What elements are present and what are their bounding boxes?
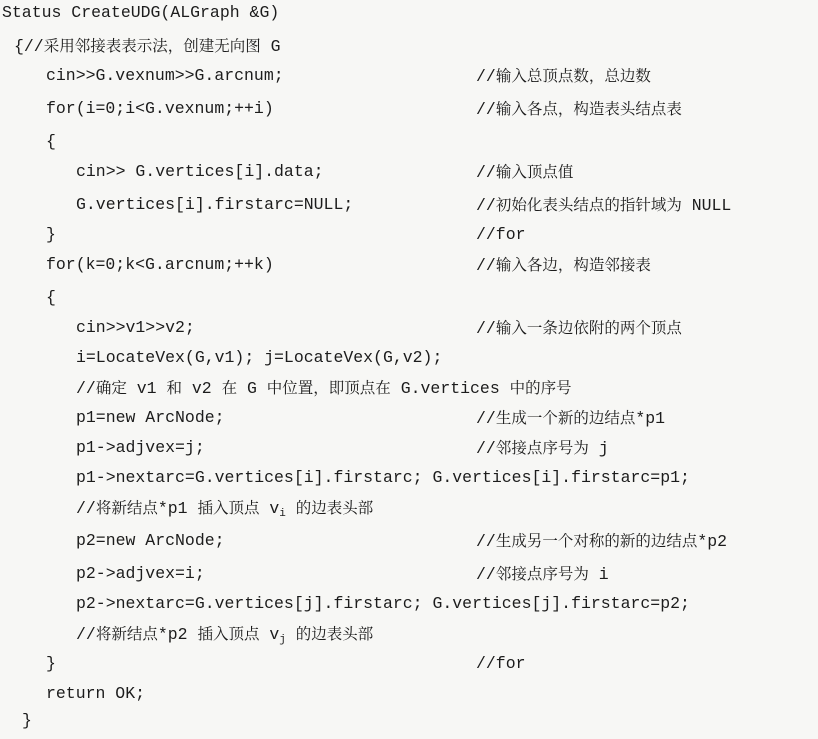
- code-comment: //初始化表头结点的指针域为 NULL: [476, 196, 732, 215]
- code-text: p1=new ArcNode;: [76, 408, 225, 427]
- code-comment: //邻接点序号为 i: [476, 565, 609, 584]
- code-text: //确定 v1 和 v2 在 G 中位置，即顶点在 G.vertices 中的序号: [76, 379, 572, 398]
- code-text: {//采用邻接表表示法，创建无向图 G: [14, 37, 281, 56]
- code-comment: //生成另一个对称的新的边结点*p2: [476, 532, 728, 551]
- code-text: G.vertices[i].firstarc=NULL;: [76, 195, 354, 214]
- code-text: p2=new ArcNode;: [76, 531, 225, 550]
- code-text: p2->nextarc=G.vertices[j].firstarc; G.vertices[j].firstarc=p2;: [76, 594, 690, 613]
- code-text: }: [22, 711, 32, 730]
- code-comment: //邻接点序号为 j: [476, 439, 609, 458]
- code-text: for(i=0;i<G.vexnum;++i): [46, 99, 274, 118]
- code-text: //将新结点*p2 插入顶点 $v_j$ 的边表头部: [76, 625, 374, 646]
- code-comment: //输入顶点值: [476, 163, 574, 182]
- code-text: for(k=0;k<G.arcnum;++k): [46, 255, 274, 274]
- code-comment: //生成一个新的边结点*p1: [476, 409, 666, 428]
- code-comment: //输入各边，构造邻接表: [476, 256, 651, 275]
- code-comment: //for: [476, 225, 526, 244]
- code-comment: //输入各点，构造表头结点表: [476, 100, 682, 119]
- code-text: {: [46, 288, 56, 307]
- code-text: cin>> G.vertices[i].data;: [76, 162, 324, 181]
- code-text: cin>>G.vexnum>>G.arcnum;: [46, 66, 284, 85]
- code-text: p1->adjvex=j;: [76, 438, 205, 457]
- code-text: p2->adjvex=i;: [76, 564, 205, 583]
- code-text: return OK;: [46, 684, 146, 703]
- code-text: cin>>v1>>v2;: [76, 318, 195, 337]
- code-text: i=LocateVex(G,v1); j=LocateVex(G,v2);: [76, 348, 443, 367]
- code-comment: //for: [476, 654, 526, 673]
- code-text: //将新结点*p1 插入顶点 $v_i$ 的边表头部: [76, 499, 374, 520]
- code-comment: //输入一条边依附的两个顶点: [476, 319, 682, 338]
- code-comment: //输入总顶点数，总边数: [476, 67, 651, 86]
- code-text: Status CreateUDG(ALGraph &G): [2, 3, 280, 22]
- code-text: {: [46, 132, 56, 151]
- code-text: p1->nextarc=G.vertices[i].firstarc; G.vertices[i].firstarc=p1;: [76, 468, 690, 487]
- code-text: }: [46, 225, 56, 244]
- code-text: }: [46, 654, 56, 673]
